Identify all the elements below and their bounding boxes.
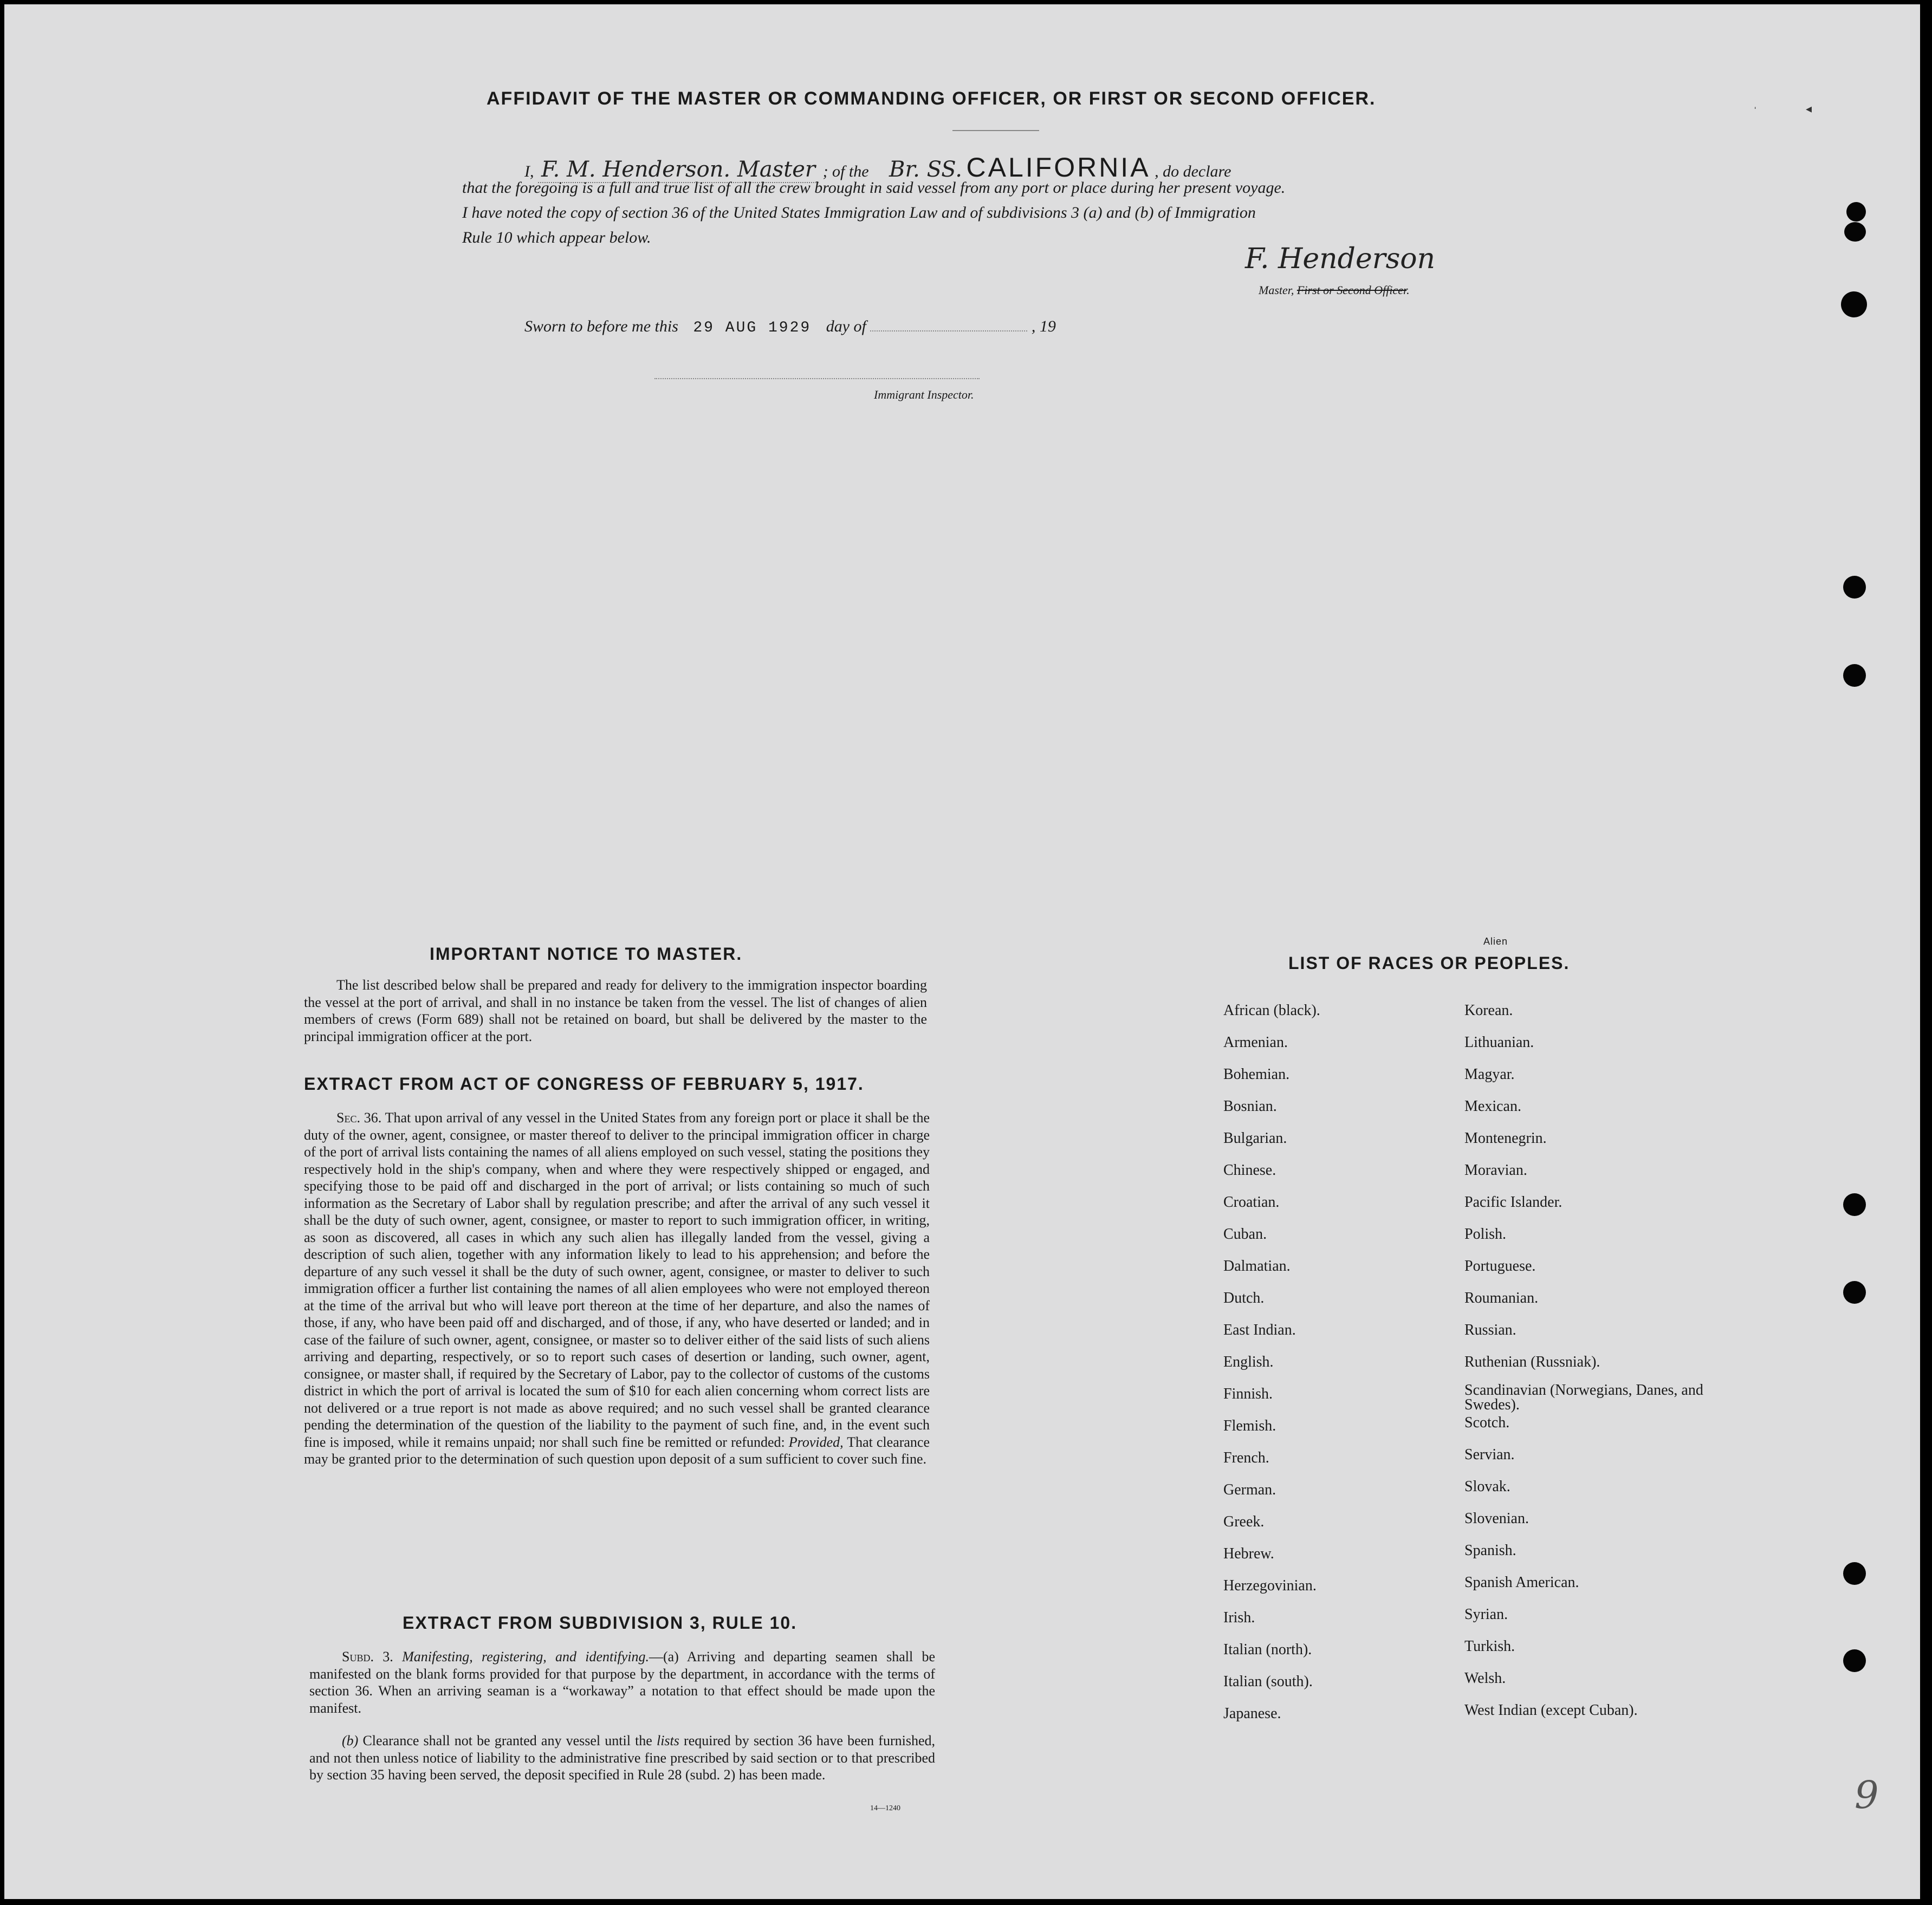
- race-list-item: [1464, 1322, 1746, 1354]
- race-name: Herzegovinian.: [1223, 1577, 1317, 1594]
- race-list-item: [1223, 1386, 1451, 1418]
- race-name: Italian (south).: [1223, 1673, 1313, 1690]
- race-name: German.: [1223, 1481, 1276, 1498]
- edge-tick: ◂: [1806, 102, 1812, 115]
- inspector-signature-line: [654, 378, 980, 379]
- race-name: Dutch.: [1223, 1290, 1265, 1306]
- race-name: Flemish.: [1223, 1418, 1276, 1434]
- race-list-item: [1223, 1035, 1451, 1067]
- struck-officer-label: First or Second Officer: [1296, 283, 1407, 297]
- races-heading-stamp: Alien: [1483, 936, 1508, 947]
- affidavit-title: AFFIDAVIT OF THE MASTER OR COMMANDING OFFICER, OR FIRST OR SECOND OFFICER.: [487, 88, 1376, 109]
- vessel-prefix-field: Br. SS.: [889, 157, 962, 182]
- sworn-prefix: Sworn to before me this: [524, 317, 678, 335]
- day-of-label: day of: [826, 317, 866, 335]
- race-name: Spanish American.: [1464, 1574, 1579, 1591]
- race-list-item: [1464, 1607, 1746, 1639]
- race-name: Turkish.: [1464, 1638, 1515, 1655]
- binder-hole: [1841, 291, 1867, 317]
- race-name: Armenian.: [1223, 1034, 1288, 1051]
- binder-hole: [1843, 1281, 1866, 1304]
- race-name: African (black).: [1223, 1002, 1320, 1019]
- notice-heading: IMPORTANT NOTICE TO MASTER.: [430, 944, 743, 964]
- sworn-line: [524, 317, 1056, 336]
- race-list-item: [1223, 1482, 1451, 1514]
- race-list-item: [1223, 1067, 1451, 1098]
- race-name: Chinese.: [1223, 1162, 1276, 1179]
- race-name: Japanese.: [1223, 1705, 1281, 1722]
- date-stamp: 29 AUG 1929: [693, 320, 812, 336]
- race-list-item: [1464, 1290, 1746, 1322]
- race-list-item: [1223, 1450, 1451, 1482]
- race-name: Croatian.: [1223, 1194, 1280, 1211]
- race-name: Russian.: [1464, 1322, 1516, 1338]
- declaration-line-4: Rule 10 which appear below.: [462, 229, 651, 246]
- master-label-text: Master,: [1259, 283, 1294, 297]
- race-list-item: [1464, 1194, 1746, 1226]
- race-name: East Indian.: [1223, 1322, 1296, 1338]
- subdivision-b-label: (b): [342, 1733, 359, 1748]
- subdivision-a-text: [309, 1648, 935, 1717]
- race-list-item: [1223, 1322, 1451, 1354]
- race-name: Cuban.: [1223, 1226, 1267, 1243]
- race-list-item: [1464, 1098, 1746, 1130]
- act-extract-heading: EXTRACT FROM ACT OF CONGRESS OF FEBRUARY 5, 1917.: [304, 1074, 864, 1094]
- race-name: Slovak.: [1464, 1478, 1510, 1495]
- title-divider: [952, 130, 1039, 131]
- declaration-line-2: that the foregoing is a full and true list of all the crew brought in said vessel from any port or place during her present voyage.: [462, 179, 1286, 197]
- subdivision-b-lists: lists: [656, 1733, 679, 1748]
- binder-hole: [1843, 1649, 1866, 1672]
- race-name: Slovenian.: [1464, 1510, 1529, 1527]
- race-list-item: [1223, 1610, 1451, 1642]
- rule-extract-heading: EXTRACT FROM SUBDIVISION 3, RULE 10.: [403, 1613, 798, 1633]
- race-name: Scotch.: [1464, 1414, 1510, 1431]
- race-list-item: [1464, 1162, 1746, 1194]
- subdivision-b-text: [309, 1732, 935, 1784]
- race-list-item: [1223, 1162, 1451, 1194]
- race-list-item: [1223, 1098, 1451, 1130]
- section-36-body: That upon arrival of any vessel in the United States from any foreign port or place it shall be the duty of the owner, agent, consignee, or master thereof to deliver to the principal immigration officer in charge of the port of arrival lists containing the names of all aliens employed on such vessel, stating the positions they respectively hold in the ship's company, when and where they were respectively shipped or engaged, and specifying those to be paid off and discharged in the port of arrival; or lists containing so much of such information as the Secretary of Labor shall by regulation prescribe; and after the arrival of any such vessel it shall be the duty of such owner, agent, consignee, or master to report to such immigration officer, in writing, as soon as discovered, all cases in which any such alien has illegally landed from the vessel, giving a description of such alien, together with any information likely to lead to his apprehension; and before the departure of any such vessel it shall be the duty of such owner, agent, consignee, or master to deliver to such immigration officer a further list containing the names of all alien employees who were not employed thereon at the time of the arrival but who will leave port thereon at the time of her departure, and also the names of those, if any, who have been paid off and discharged, and of those, if any, who have deserted or landed; and in case of the failure of such owner, agent, consignee, or master so to deliver either of the said lists of such aliens arriving and departing, respectively, or so to report such cases of desertion or landing, such owner, agent, consignee, or master shall, if required by the Secretary of Labor, pay to the collector of customs of the customs district in which the port of arrival is located the sum of $10 for each alien concerning whom correct lists are not delivered or a true report is not made as above required; and no such vessel shall be granted clearance pending the determination of the question of the liability to the payment of such fine, and, in the event such fine is imposed, while it remains unpaid; nor shall such fine be remitted or refunded:: [304, 1110, 930, 1450]
- master-name-field: F. M. Henderson. Master: [538, 157, 819, 183]
- race-list-item: [1223, 1354, 1451, 1386]
- race-name: Montenegrin.: [1464, 1130, 1547, 1147]
- section-36-text: [304, 1109, 930, 1468]
- race-name: French.: [1223, 1449, 1269, 1466]
- race-name: Bosnian.: [1223, 1098, 1277, 1115]
- inspector-label: Immigrant Inspector.: [874, 388, 974, 401]
- subdivision-label: Subd. 3.: [342, 1649, 393, 1665]
- edge-tick: ˈ: [1753, 105, 1758, 118]
- binder-hole: [1844, 222, 1866, 242]
- signatory-label: Master, First or Second Officer.: [1259, 283, 1410, 297]
- race-list-item: [1464, 1067, 1746, 1098]
- race-name: Pacific Islander.: [1464, 1194, 1563, 1211]
- race-list-item: [1464, 1447, 1746, 1479]
- binder-hole: [1843, 1562, 1866, 1585]
- subdivision-a-body: —(a) Arriving and departing seamen shall be manifested on the blank forms provided for that purpose by the department, in accordance with the terms of section 36. When an arriving seaman is a “workaway” a notation to that effect should be made upon the manifest.: [309, 1649, 936, 1716]
- provided-word: Provided,: [788, 1434, 844, 1450]
- race-name: Mexican.: [1464, 1098, 1521, 1115]
- year-prefix: , 19: [1031, 317, 1056, 335]
- race-name: Polish.: [1464, 1226, 1507, 1243]
- binder-hole: [1846, 202, 1866, 222]
- race-name: Korean.: [1464, 1002, 1513, 1019]
- race-list-item: [1223, 1706, 1451, 1738]
- races-heading-text: LIST OF RACES OR PEOPLES.: [1288, 953, 1570, 973]
- race-list-item: [1223, 1674, 1451, 1706]
- races-heading: [1288, 936, 1570, 973]
- race-name: Ruthenian (Russniak).: [1464, 1354, 1600, 1370]
- race-list-item: [1464, 1702, 1746, 1734]
- race-name: Bulgarian.: [1223, 1130, 1287, 1147]
- section-36-end: That clearance may be granted prior to the determination of such question upon deposit of a sum sufficient to cover such fine.: [304, 1434, 930, 1467]
- notice-text: The list described below shall be prepared and ready for delivery to the immigration inspector boarding the vessel at the port of arrival, and shall in no instance be taken from the vessel. The list of changes of alien members of crews (Form 689) shall not be retained on board, but shall be delivered by the master to the principal immigration officer at the port.: [304, 977, 927, 1044]
- race-name: Portuguese.: [1464, 1258, 1536, 1275]
- race-name: Greek.: [1223, 1513, 1265, 1530]
- race-name: Finnish.: [1223, 1386, 1273, 1402]
- race-name: Magyar.: [1464, 1066, 1515, 1083]
- race-list-item: [1223, 1418, 1451, 1450]
- binder-hole: [1843, 576, 1866, 599]
- form-number: 14—1240: [870, 1804, 900, 1812]
- race-name: English.: [1223, 1354, 1274, 1370]
- subdivision-title: Manifesting, registering, and identifying.: [402, 1649, 649, 1665]
- race-name: Moravian.: [1464, 1162, 1527, 1179]
- race-list-item: [1464, 1543, 1746, 1575]
- race-list-item: [1464, 1575, 1746, 1607]
- declaration-do-declare: , do declare: [1155, 162, 1231, 180]
- race-list-item: [1464, 1415, 1746, 1447]
- race-list-item: [1223, 1642, 1451, 1674]
- race-name: Syrian.: [1464, 1606, 1508, 1623]
- race-name: Spanish.: [1464, 1542, 1516, 1559]
- race-list-item: [1464, 1670, 1746, 1702]
- race-list-item: [1223, 1130, 1451, 1162]
- binder-hole: [1843, 664, 1866, 687]
- race-list-item: [1223, 1194, 1451, 1226]
- race-name: Scandinavian (Norwegians, Danes, and Swedes).: [1464, 1382, 1703, 1413]
- race-name: Dalmatian.: [1223, 1258, 1291, 1275]
- declaration-i: I,: [524, 162, 534, 180]
- race-list-item: [1223, 1290, 1451, 1322]
- declaration-line-3: I have noted the copy of section 36 of the United States Immigration Law and of subdivisions 3 (a) and (b) of Immigration: [462, 204, 1256, 222]
- race-list-item: [1223, 1546, 1451, 1578]
- vessel-name-stamp: CALIFORNIA: [966, 152, 1151, 183]
- race-list-item: [1464, 1003, 1746, 1035]
- declaration-of-the: ; of the: [822, 162, 869, 180]
- affidavit-page: [4, 4, 1920, 1899]
- race-list-item: [1464, 1130, 1746, 1162]
- races-column-1: [1223, 1003, 1451, 1738]
- race-list-item: [1223, 1578, 1451, 1610]
- race-name: West Indian (except Cuban).: [1464, 1702, 1638, 1719]
- month-blank: [870, 330, 1027, 331]
- race-name: Lithuanian.: [1464, 1034, 1534, 1051]
- race-list-item: [1223, 1226, 1451, 1258]
- race-name: Welsh.: [1464, 1670, 1506, 1687]
- race-list-item: [1464, 1639, 1746, 1670]
- binder-hole: [1843, 1193, 1866, 1216]
- race-list-item: [1464, 1383, 1746, 1415]
- races-column-2: [1464, 1003, 1746, 1734]
- subdivision-b-part1: Clearance shall not be granted any vessel until the: [362, 1733, 652, 1748]
- race-list-item: [1223, 1003, 1451, 1035]
- race-list-item: [1464, 1226, 1746, 1258]
- master-signature: F. Henderson: [1245, 243, 1436, 275]
- race-list-item: [1223, 1514, 1451, 1546]
- page-number-mark: 9: [1855, 1773, 1879, 1817]
- race-name: Irish.: [1223, 1609, 1255, 1626]
- subdivision-b-part2: required by section 36 have been furnished, and not then unless notice of liability to the administrative fine prescribed by said section or to that prescribed by section 35 having been served, the deposit specified in Rule 28 (subd. 2) has been made.: [309, 1733, 935, 1783]
- race-list-item: [1464, 1511, 1746, 1543]
- race-list-item: [1464, 1479, 1746, 1511]
- race-name: Italian (north).: [1223, 1641, 1312, 1658]
- race-name: Bohemian.: [1223, 1066, 1290, 1083]
- section-label: Sec. 36.: [336, 1110, 382, 1126]
- race-list-item: [1223, 1258, 1451, 1290]
- race-name: Servian.: [1464, 1446, 1515, 1463]
- race-list-item: [1464, 1035, 1746, 1067]
- race-name: Hebrew.: [1223, 1545, 1274, 1562]
- race-name: Roumanian.: [1464, 1290, 1539, 1306]
- race-list-item: [1464, 1258, 1746, 1290]
